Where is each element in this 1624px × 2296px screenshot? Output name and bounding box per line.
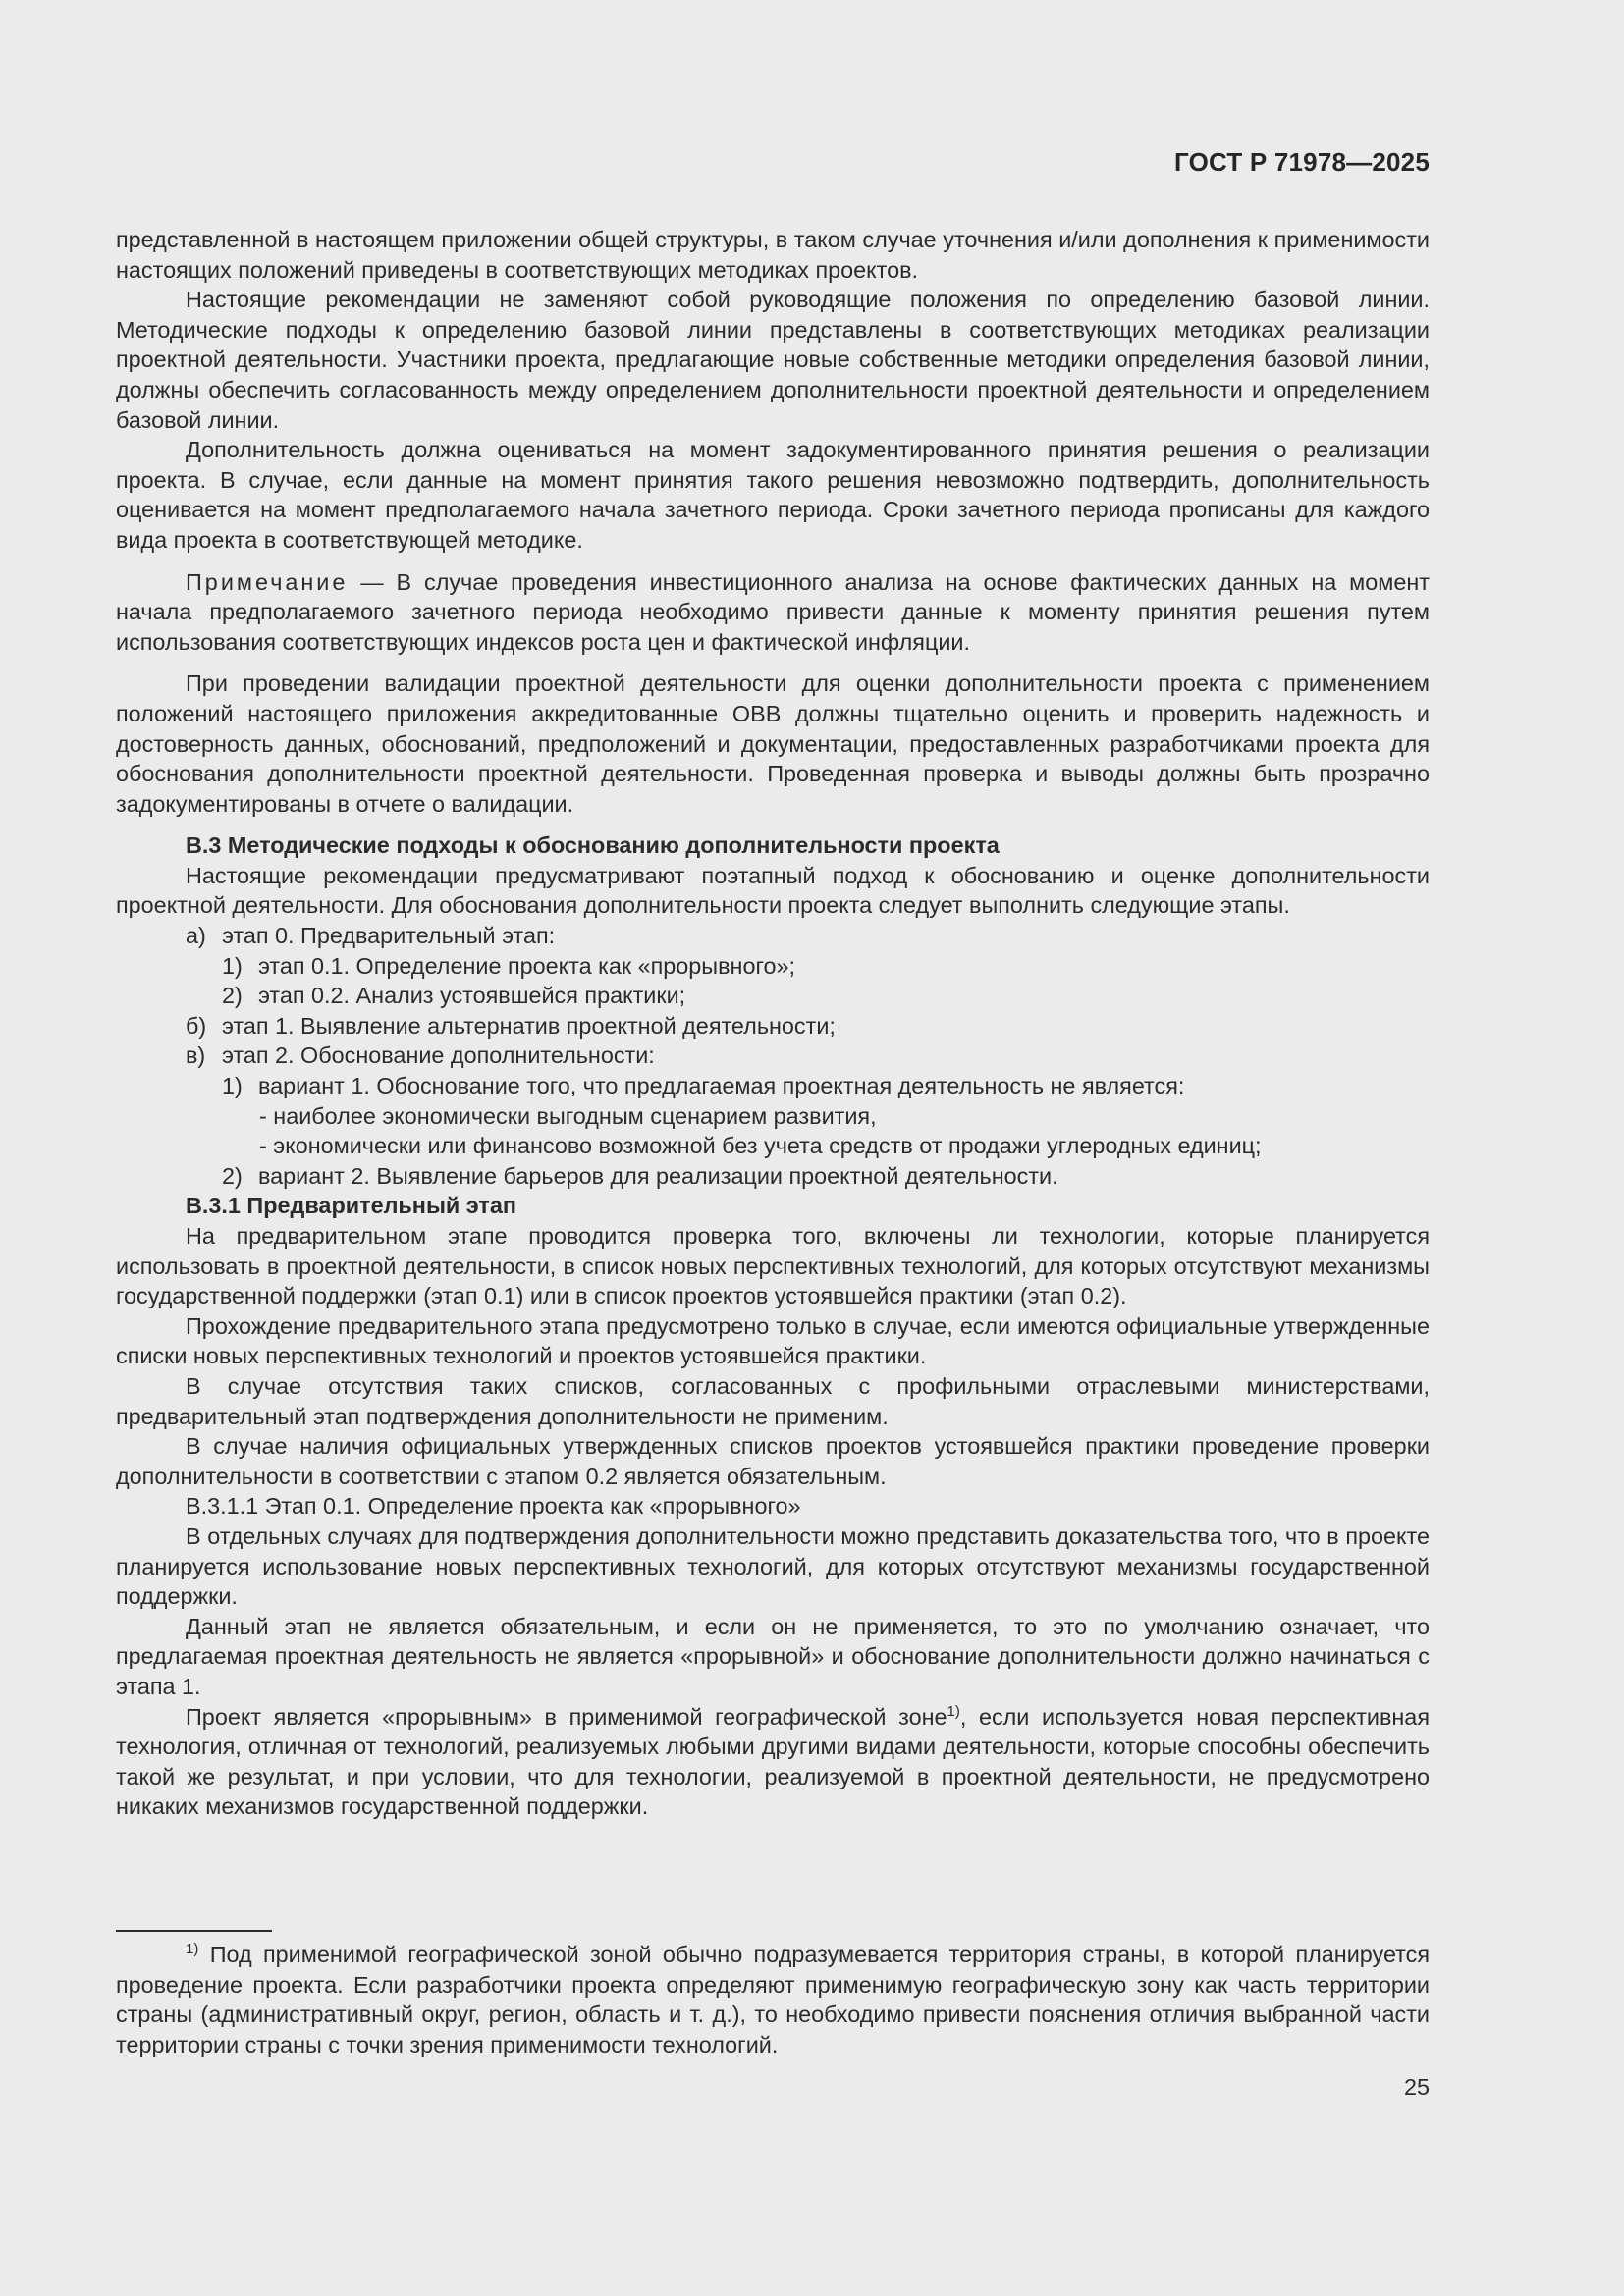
footnote bbox=[116, 1940, 1430, 2059]
section-heading-b31: В.3.1 Предварительный этап bbox=[186, 1193, 516, 1219]
paragraph: Настоящие рекомендации не заменяют собой руководящие положения по определению базовой линии. Методические подходы к определению базовой линии представлены в соответствующих методиках реализации проектной деятельности. Участники проекта, предлагающие новые собственные методики определения базовой линии, должны обеспечить согласованность между определением дополнительности проектной деятельности и определением базовой линии. bbox=[116, 287, 1430, 433]
paragraph: В случае наличия официальных утвержденных списков проектов устоявшейся практики проведение проверки дополнительности в соответствии с этапом 0.2 является обязательным. bbox=[116, 1433, 1430, 1489]
note-label: Примечание bbox=[186, 568, 349, 595]
note-text: — В случае проведения инвестиционного анализа на основе фактических данных на момент начала предполагаемого зачетного периода необходимо привести данные к моменту принятия решения путем использования соответствующих индексов роста цен и фактической инфляции. bbox=[116, 568, 1430, 655]
list-subitem: - экономически или финансово возможной без учета средств от продажи углеродных единиц; bbox=[259, 1133, 1262, 1159]
list-item: б) этап 1. Выявление альтернатив проектной деятельности; bbox=[186, 1012, 836, 1039]
list-item: 2) этап 0.2. Анализ устоявшейся практики; bbox=[222, 983, 686, 1009]
list-subitem: - наиболее экономически выгодным сценарием развития, bbox=[259, 1102, 877, 1129]
paragraph: Прохождение предварительного этапа предусмотрено только в случае, если имеются официальные утвержденные списки новых перспективных технологий и проектов устоявшейся практики. bbox=[116, 1312, 1430, 1369]
page-number: 25 bbox=[1403, 2074, 1430, 2100]
paragraph: В отдельных случаях для подтверждения дополнительности можно представить доказательства того, что в проекте планируется использование новых перспективных технологий, для которых отсутствуют механизмы государственной поддержки. bbox=[116, 1522, 1430, 1610]
main-text bbox=[116, 225, 1430, 1822]
paragraph: Проект является «прорывным» в применимой географической зоне$^{1)}$, если используется новая перспективная технология, отличная от технологий, реализуемых любыми другими видами деятельности, которые способны обеспечить такой же результат, и при условии, что для технологии, реализуемой в проектной деятельности, не предусмотрено никаких механизмов государственной поддержки. bbox=[116, 1702, 1430, 1820]
footnote-separator bbox=[116, 1930, 272, 1932]
note-paragraph bbox=[116, 567, 1430, 658]
section-heading-b311: В.3.1.1 Этап 0.1. Определение проекта как «прорывного» bbox=[186, 1493, 801, 1520]
footnote-text: Под применимой географической зоной обычно подразумевается территория страны, в которой планируется проведение проекта. Если разработчики проекта определяют применимую географическую зону как часть территории страны (административный округ, регион, область и т. д.), то необходимо привести пояснения отличия выбранной части территории страны с точки зрения применимости технологий. bbox=[116, 1942, 1430, 2057]
section-heading-b3: В.3 Методические подходы к обоснованию дополнительности проекта bbox=[186, 832, 1000, 859]
footnote-marker: 1) bbox=[186, 1941, 199, 1958]
paragraph: При проведении валидации проектной деятельности для оценки дополнительности проекта с применением положений настоящего приложения аккредитованные ОВВ должны тщательно оценить и проверить надежность и достоверность данных, обоснований, предположений и документации, предоставленных разработчиками проекта для обоснования дополнительности проектной деятельности. Проведенная проверка и выводы должны быть прозрачно задокументированы в отчете о валидации. bbox=[116, 670, 1430, 817]
list-item: 2) вариант 2. Выявление барьеров для реализации проектной деятельности. bbox=[222, 1162, 1058, 1189]
list-item: 1) вариант 1. Обоснование того, что предлагаемая проектная деятельность не является: bbox=[222, 1073, 1185, 1099]
paragraph: Дополнительность должна оцениваться на момент задокументированного принятия решения о реализации проекта. В случае, если данные на момент принятия такого решения невозможно подтвердить, дополнительность оценивается на момент предполагаемого начала зачетного периода. Сроки зачетного периода прописаны для каждого вида проекта в соответствующей методике. bbox=[116, 437, 1430, 553]
paragraph: В случае отсутствия таких списков, согласованных с профильными отраслевыми министерствами, предварительный этап подтверждения дополнительности не применим. bbox=[116, 1372, 1430, 1429]
paragraph: представленной в настоящем приложении общей структуры, в таком случае уточнения и/или дополнения к применимости настоящих положений приведены в соответствующих методиках проектов. bbox=[116, 227, 1430, 283]
list-item: 1) этап 0.1. Определение проекта как «прорывного»; bbox=[222, 952, 795, 979]
paragraph: Настоящие рекомендации предусматривают поэтапный подход к обоснованию и оценке дополнительности проектной деятельности. Для обоснования дополнительности проекта следует выполнить следующие этапы. bbox=[116, 862, 1430, 919]
footnote-reference[interactable]: 1) bbox=[947, 1702, 960, 1720]
document-code-header: ГОСТ Р 71978—2025 bbox=[1174, 147, 1430, 177]
list-item: а) этап 0. Предварительный этап: bbox=[186, 923, 556, 949]
list-item: в) этап 2. Обоснование дополнительности: bbox=[186, 1042, 655, 1069]
paragraph: На предварительном этапе проводится проверка того, включены ли технологии, которые планируется использовать в проектной деятельности, в список новых перспективных технологий, для которых отсутствуют механизмы государственной поддержки (этап 0.1) или в список проектов устоявшейся практики (этап 0.2). bbox=[116, 1223, 1430, 1309]
paragraph: Данный этап не является обязательным, и если он не применяется, то это по умолчанию означает, что предлагаемая проектная деятельность не является «прорывной» и обоснование дополнительности должно начинаться с этапа 1. bbox=[116, 1613, 1430, 1699]
